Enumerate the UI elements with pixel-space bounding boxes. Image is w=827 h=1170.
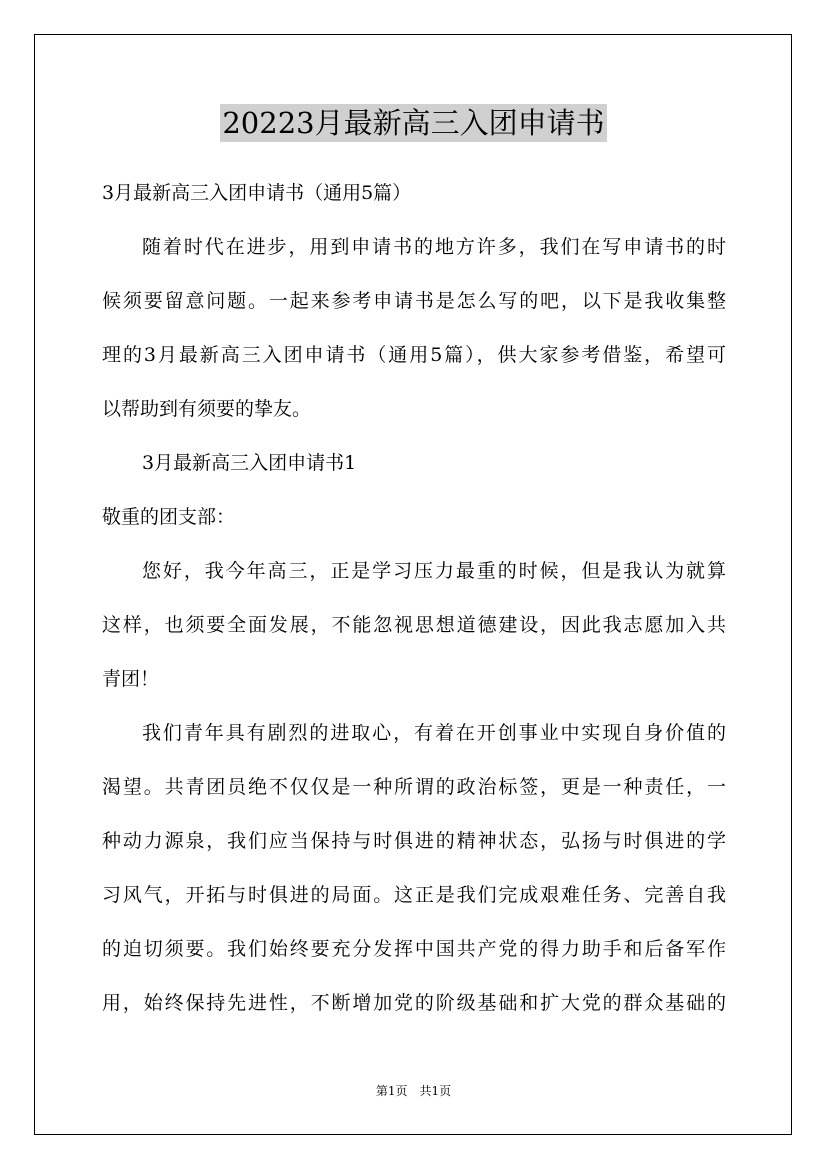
paragraph2-line: 习风气，开拓与时俱进的局面。这正是我们完成艰难任务、完善自我 xyxy=(102,884,726,906)
section-heading: 3月最新高三入团申请书1 xyxy=(142,452,357,474)
paragraph1-line: 这样，也须要全面发展，不能忽视思想道德建设，因此我志愿加入共 xyxy=(102,614,726,636)
paragraph2-line: 的迫切须要。我们始终要充分发挥中国共产党的得力助手和后备军作 xyxy=(102,938,726,960)
intro-line: 理的3月最新高三入团申请书（通用5篇），供大家参考借鉴，希望可 xyxy=(102,344,726,366)
title-container xyxy=(0,104,827,142)
intro-line: 候须要留意问题。一起来参考申请书是怎么写的吧，以下是我收集整 xyxy=(102,290,726,312)
document-subtitle: 3月最新高三入团申请书（通用5篇） xyxy=(102,182,412,204)
paragraph2-line: 我们青年具有剧烈的进取心，有着在开创事业中实现自身价值的 xyxy=(142,722,726,744)
page-footer: 第1页 共1页 xyxy=(375,1084,452,1098)
paragraph2-line: 用，始终保持先进性，不断增加党的阶级基础和扩大党的群众基础的 xyxy=(102,992,726,1014)
salutation: 敬重的团支部： xyxy=(102,506,236,528)
document-title: 20223月最新高三入团申请书 xyxy=(222,106,605,140)
paragraph1-line: 青团！ xyxy=(102,668,160,690)
intro-line: 以帮助到有须要的挚友。 xyxy=(102,398,312,420)
paragraph2-line: 渴望。共青团员绝不仅仅是一种所谓的政治标签，更是一种责任，一 xyxy=(102,776,726,798)
document-body xyxy=(102,166,726,1030)
paragraph1-line: 您好，我今年高三，正是学习压力最重的时候，但是我认为就算 xyxy=(142,560,726,582)
intro-line: 随着时代在进步，用到申请书的地方许多，我们在写申请书的时 xyxy=(142,236,726,258)
paragraph2-line: 种动力源泉，我们应当保持与时俱进的精神状态，弘扬与时俱进的学 xyxy=(102,830,726,852)
